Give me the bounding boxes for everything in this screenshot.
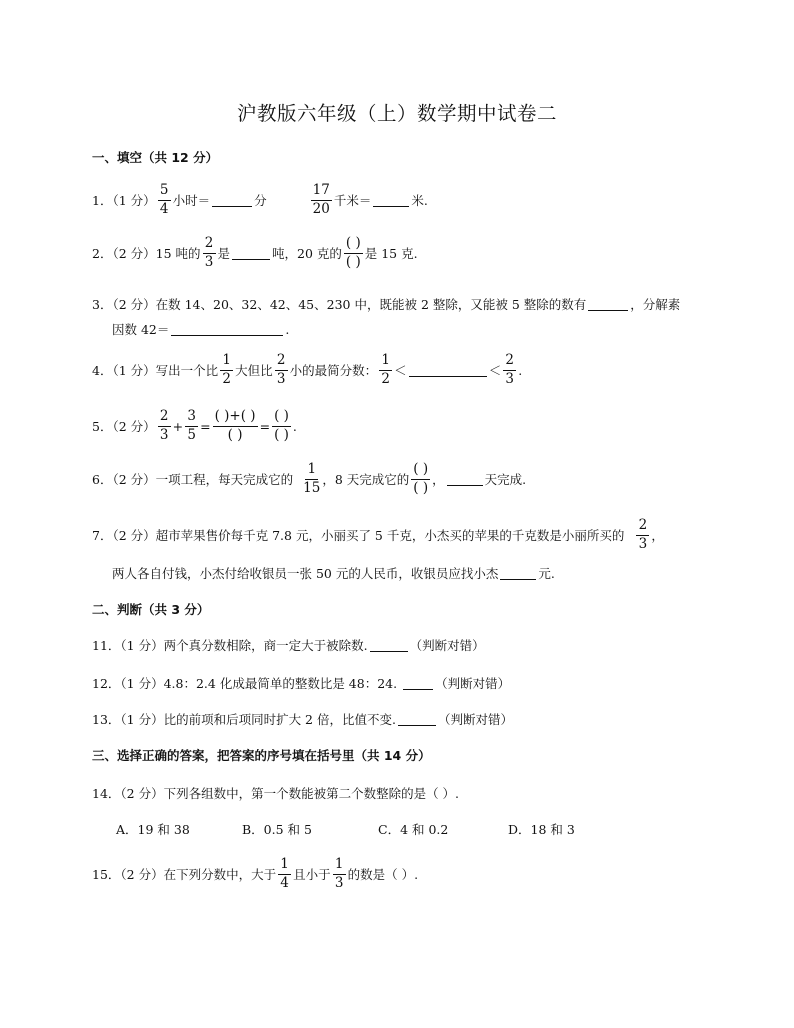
q11-text: 11．（1 分）两个真分数相除，商一定大于被除数. [92,638,368,653]
q4-prefix: 4．（1 分）写出一个比 [92,363,219,378]
question-12 [92,674,510,692]
q7-comma: ， [651,528,664,543]
q7-fraction: $\frac{2}{3}$ [636,519,649,551]
q15-fraction-a: $\frac{1}{4}$ [278,858,291,890]
q1-text-1: 小时＝ [172,193,211,208]
q6-answer-blank[interactable] [447,473,483,486]
q15-prefix: 15．（2 分）在下列分数中，大于 [92,867,277,882]
q5-fraction-a: $\frac{2}{3}$ [158,410,171,442]
q13-answer-blank[interactable] [398,713,436,726]
q5-prefix: 5．（2 分） [92,419,156,434]
q5-fraction-b: $\frac{3}{5}$ [185,410,198,442]
q5-plus: + [172,418,184,434]
q6-text-3: 天完成. [484,472,527,487]
question-3-line-2 [112,320,289,338]
q4-text-2: 小的最简分数： [289,363,378,378]
q14-option-b[interactable]: B．0.5 和 5 [242,822,312,837]
question-13 [92,710,513,728]
q3-text-2: ，分解素 [630,297,681,312]
q2-prefix: 2．（2 分）15 吨的 [92,246,201,261]
q7-answer-blank[interactable] [500,567,536,580]
question-5 [92,410,297,442]
q3-text-1: 3．（2 分）在数 14、20、32、42、45、230 中，既能被 2 整除，又能被 5 整除的数有 [92,297,587,312]
q2-text-3: 是 15 克. [364,246,418,261]
q1-fraction-2: $\frac{17}{20}$ [312,182,330,217]
q2-paren-fraction[interactable]: $\frac{( )}{( )}$ [345,235,361,270]
q3-answer-blank-1[interactable] [588,298,628,311]
q1-answer-blank-2[interactable] [373,194,409,207]
q5-equals-1: = [200,418,211,434]
q4-fraction-b: $\frac{2}{3}$ [275,354,288,386]
q1-answer-blank-1[interactable] [212,194,252,207]
question-7-line-1 [92,519,664,551]
q13-text: 13．（1 分）比的前项和后项同时扩大 2 倍，比值不变. [92,712,396,727]
q11-judge: （判断对错） [409,638,485,653]
q4-fraction-d: $\frac{2}{3}$ [503,354,516,386]
q14-option-c[interactable]: C．4 和 0.2 [378,822,449,837]
question-2 [92,237,418,269]
q1-fraction-1: $\frac{5}{4}$ [158,184,171,216]
question-6 [92,463,526,495]
question-14 [92,784,459,802]
q12-judge: （判断对错） [435,676,511,691]
q2-answer-blank[interactable] [232,247,270,260]
q13-judge: （判断对错） [437,712,513,727]
q2-text-1: 是 [217,246,231,261]
q7-text-3: 元. [538,566,555,581]
q4-fraction-c: $\frac{1}{2}$ [379,354,392,386]
q5-fraction-d[interactable]: $\frac{( )}{( )}$ [274,408,289,443]
q6-fraction: $\frac{1}{15}$ [303,461,321,496]
q4-less-than-2: ＜ [488,363,502,378]
question-15 [92,858,418,890]
q15-fraction-b: $\frac{1}{3}$ [333,858,346,890]
q6-text-1: ，8 天完成它的 [322,472,410,487]
page-title: 沪教版六年级（上）数学期中试卷二 [236,102,557,125]
q1-prefix: 1．（1 分） [92,193,156,208]
q6-text-2: ， [432,472,445,487]
q1-text-2: 分 [254,193,267,208]
q7-text-2: 两人各自付钱，小杰付给收银员一张 50 元的人民币，收银员应找小杰 [112,566,499,581]
q4-end: . [518,362,523,378]
section-1-heading: 一、填空（共 12 分） [92,150,219,165]
question-4 [92,354,522,386]
q12-answer-blank[interactable] [403,677,433,690]
q1-text-3: 千米＝ [333,193,372,208]
section-3-heading: 三、选择正确的答案，把答案的序号填在括号里（共 14 分） [92,748,431,763]
q11-answer-blank[interactable] [370,639,408,652]
q15-text-2: 的数是（ ）. [347,867,419,882]
q1-text-4: 米. [411,193,428,208]
q5-fraction-c[interactable]: $\frac{( )+( )}{( )}$ [214,408,256,443]
q5-equals-2: = [259,418,271,434]
q4-text-1: 大但比 [235,363,273,378]
q5-end: . [292,418,297,434]
q4-less-than-1: ＜ [394,363,407,378]
q2-text-2: 吨，20 克的 [272,246,342,261]
q4-answer-blank[interactable] [409,364,487,377]
q14-option-a[interactable]: A．19 和 38 [116,822,190,837]
q3-text-4: . [285,321,290,337]
q2-fraction: $\frac{2}{3}$ [203,237,216,269]
question-7-line-2 [112,564,555,582]
q4-fraction-a: $\frac{1}{2}$ [220,354,233,386]
question-1 [92,184,428,216]
question-11 [92,636,485,654]
q3-text-3: 因数 42＝ [112,322,170,337]
q12-text: 12．（1 分）4.8：2.4 化成最简单的整数比是 48：24. [92,676,398,691]
q3-answer-blank-2[interactable] [171,323,283,336]
q14-option-d[interactable]: D．18 和 3 [508,822,575,837]
q7-text-1: 7．（2 分）超市苹果售价每千克 7.8 元，小丽买了 5 千克，小杰买的苹果的千克数是小丽所买的 [92,528,625,543]
question-3-line-1 [92,295,680,313]
section-2-heading: 二、判断（共 3 分） [92,602,210,617]
q14-text: 14．（2 分）下列各组数中，第一个数能被第二个数整除的是（ ）. [92,786,460,801]
q15-text-1: 且小于 [293,867,331,882]
q6-paren-fraction[interactable]: $\frac{( )}{( )}$ [413,461,429,496]
q6-prefix: 6．（2 分）一项工程，每天完成它的 [92,472,294,487]
